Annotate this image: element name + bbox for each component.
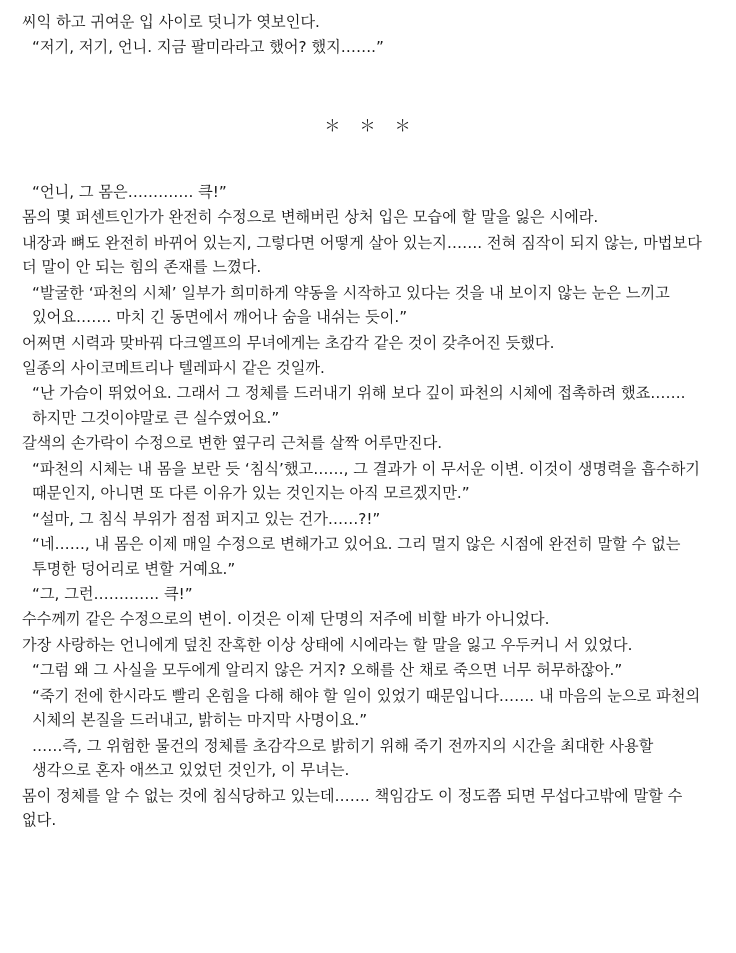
- paragraph: 내장과 뼈도 완전히 바뀌어 있는지, 그렇다면 어떻게 살아 있는지……. 전혀 짐작이 되지 않는, 마법보다 더 말이 안 되는 힘의 존재를 느꼈다.: [22, 233, 707, 277]
- vertical-spacer: [22, 61, 714, 113]
- paragraph: 몸이 정체를 알 수 없는 것에 침식당하고 있는데……. 책임감도 이 정도쯤 되면 무섭다고밖에 말할 수 없다.: [22, 786, 688, 830]
- paragraph: “언니, 그 몸은…………. 큭!”: [32, 182, 227, 201]
- paragraph: “네……, 내 몸은 이제 매일 수정으로 변해가고 있어요. 그리 멀지 않은 시점에 완전히 말할 수 없는 투명한 덩어리로 변할 거예요.”: [32, 535, 686, 578]
- paragraph: 씨익 하고 귀여운 입 사이로 덧니가 엿보인다.: [22, 13, 320, 31]
- paragraph: “발굴한 ‘파천의 시체’ 일부가 희미하게 약동을 시작하고 있다는 것을 내 보이지 않는 눈은 느끼고 있어요……. 마치 긴 동면에서 깨어나 숨을 내쉬는 듯이.”: [32, 283, 675, 327]
- paragraph: 갈색의 손가락이 수정으로 변한 옆구리 근처를 살짝 어루만진다.: [22, 434, 443, 453]
- paragraph: “난 가슴이 뛰었어요. 그래서 그 정체를 드러내기 위해 보다 깊이 파천의 시체에 접촉하려 했죠……. 하지만 그것이야말로 큰 실수였어요.”: [32, 384, 691, 427]
- paragraph: 몸의 몇 퍼센트인가가 완전히 수정으로 변해버린 상처 입은 모습에 할 말을 잃은 시에라.: [22, 208, 599, 227]
- paragraph: “그, 그런…………. 큭!”: [32, 585, 193, 603]
- section-top: [22, 10, 714, 60]
- scene-divider: ＊ ＊ ＊: [324, 115, 418, 135]
- paragraph: ……즉, 그 위험한 물건의 정체를 초감각으로 밝히기 위해 죽기 전까지의 시간을 최대한 사용할 생각으로 혼자 애쓰고 있었던 것인가, 이 무녀는.: [32, 736, 659, 780]
- paragraph: “파천의 시체는 내 몸을 보란 듯 ‘침식’했고……, 그 결과가 이 무서운 이변. 이것이 생명력을 흡수하기 때문인지, 아니면 또 다른 이유가 있는 것인지는 아직 모르겠지만.”: [32, 459, 705, 503]
- paragraph: “죽기 전에 한시라도 빨리 온힘을 다해 해야 할 일이 있었기 때문입니다……. 내 마음의 눈으로 파천의 시체의 본질을 드러내고, 밝히는 마지막 사명이요.”: [32, 686, 705, 730]
- paragraph: 일종의 사이코메트리나 텔레파시 같은 것일까.: [22, 358, 325, 377]
- paragraph: 가장 사랑하는 언니에게 덮친 잔혹한 이상 상태에 시에라는 할 말을 잃고 우두커니 서 있었다.: [22, 635, 633, 654]
- paragraph: “저기, 저기, 언니. 지금 팔미라라고 했어? 했지…….”: [32, 38, 384, 57]
- paragraph: “설마, 그 침식 부위가 점점 퍼지고 있는 건가……?!”: [32, 509, 381, 528]
- paragraph: 어쩌면 시력과 맞바꿔 다크엘프의 무녀에게는 초감각 같은 것이 갖추어진 듯했다.: [22, 333, 555, 352]
- section-main: [22, 180, 714, 833]
- paragraph: “그럼 왜 그 사실을 모두에게 알리지 않은 거지? 오해를 산 채로 죽으면 너무 허무하잖아.”: [32, 661, 623, 680]
- vertical-spacer: [22, 136, 714, 180]
- paragraph: 수수께끼 같은 수정으로의 변이. 이것은 이제 단명의 저주에 비할 바가 아니었다.: [22, 610, 550, 629]
